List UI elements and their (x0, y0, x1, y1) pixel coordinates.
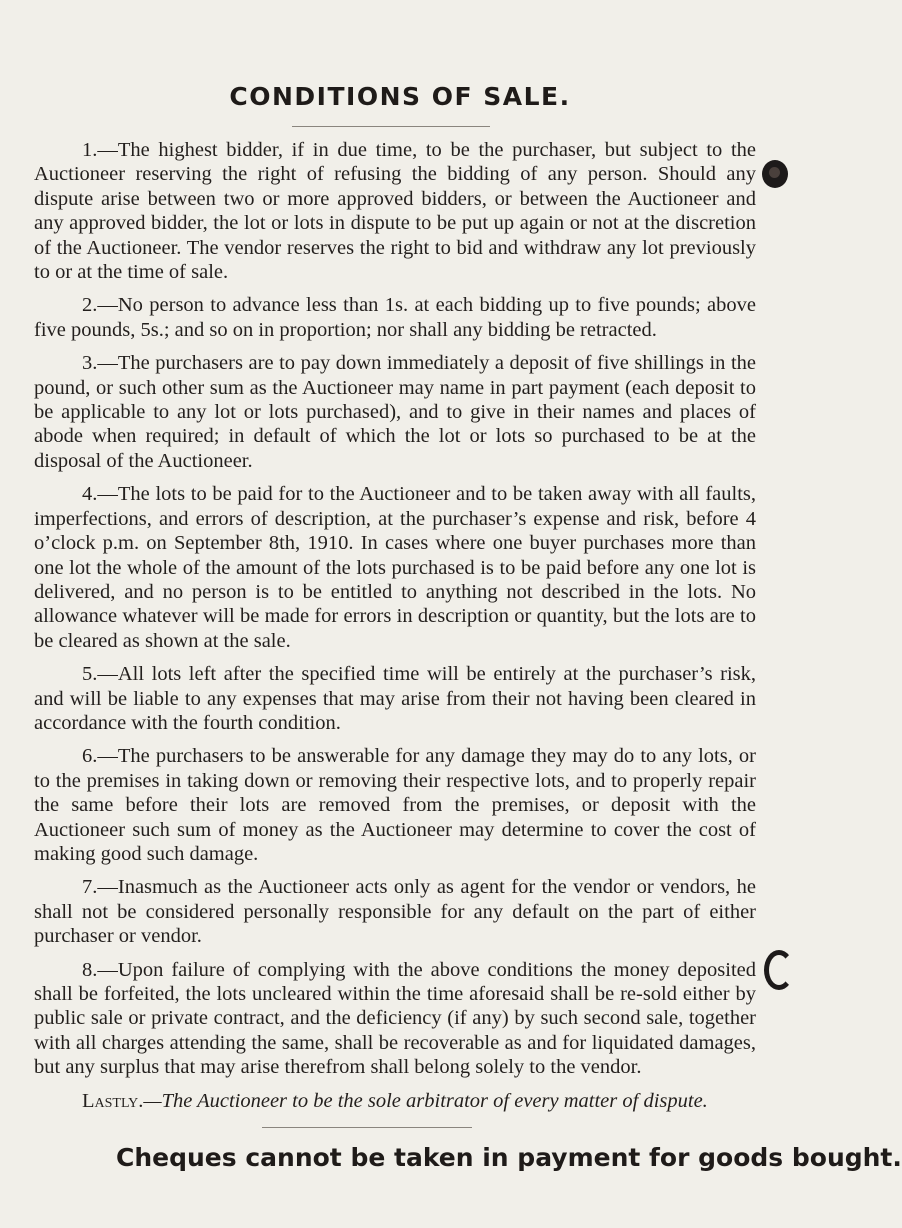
condition-number: 4. (82, 483, 98, 506)
condition-number: 3. (82, 352, 98, 375)
condition-text: —Upon failure of complying with the above conditions the money deposited shall be forfeited, the lots uncleared within the time aforesaid shall be re-sold either by public sale or private contract, and the deficiency (if any) by such second sale, together with all charges attending the same, shall be recoverable as and for liquidated damages, but any surplus that may arise therefrom shall belong solely to the vendor. (34, 958, 756, 1079)
condition-7 (34, 875, 756, 948)
title-underline (292, 126, 490, 127)
condition-5 (34, 662, 756, 735)
condition-number: 8. (82, 958, 98, 981)
condition-6 (34, 744, 756, 866)
footer-divider (262, 1127, 472, 1128)
condition-1 (34, 138, 756, 284)
condition-4 (34, 482, 756, 653)
conditions-list (34, 138, 756, 1113)
condition-text: —Inasmuch as the Auctioneer acts only as agent for the vendor or vendors, he shall not be considered personally responsible for any default on the part of either purchaser or vendor. (34, 876, 756, 948)
page-title: CONDITIONS OF SALE. (229, 82, 571, 111)
condition-number: 6. (82, 745, 98, 768)
condition-text: —The purchasers are to pay down immediately a deposit of five shillings in the pound, or such other sum as the Auctioneer may name in part payment (each deposit to be applicable to any lot or lots purchased), and to give in their names and places of abode when required; in default of which the lot or lots so purchased to be at the disposal of the Auctioneer. (34, 352, 756, 472)
condition-number: 5. (82, 663, 98, 686)
ink-smudge (764, 950, 794, 990)
condition-3 (34, 351, 756, 473)
condition-2 (34, 293, 756, 342)
lastly-label: Lastly. (82, 1089, 144, 1112)
payment-notice: Cheques cannot be taken in payment for goods bought. (116, 1143, 902, 1172)
ink-blot (762, 160, 788, 188)
condition-text: —All lots left after the specified time will be entirely at the purchaser’s risk, and will be liable to any expenses that may arise from their not having been cleared in accordance with the fourth condition. (34, 663, 756, 734)
condition-number: 2. (82, 294, 98, 317)
condition-8 (34, 958, 756, 1080)
lastly-text: —The Auctioneer to be the sole arbitrator of every matter of dispute. (143, 1089, 708, 1112)
condition-text: —No person to advance less than 1s. at each bidding up to five pounds; above five pounds, 5s.; and so on in proportion; nor shall any bidding be retracted. (34, 294, 756, 341)
condition-number: 7. (82, 876, 98, 899)
condition-number: 1. (82, 139, 98, 161)
condition-text: —The purchasers to be answerable for any damage they may do to any lots, or to the premises in taking down or removing their respective lots, and to properly repair the same before their lots are removed from the premises, or deposit with the Auctioneer such sum of money as the Auctioneer may determine to cover the cost of making good such damage. (34, 745, 756, 865)
condition-text: —The highest bidder, if in due time, to be the purchaser, but subject to the Auctioneer reserving the right of refusing the bidding of any person. Should any dispute arise between two or more approved bidders, or between the Auctioneer and any approved bidder, the lot or lots in dispute to be put up again or not at the discretion of the Auctioneer. The vendor reserves the right to bid and withdraw any lot previously to or at the time of sale. (34, 139, 756, 284)
lastly-clause (34, 1089, 756, 1113)
condition-text: —The lots to be paid for to the Auctioneer and to be taken away with all faults, imperfections, and errors of description, at the purchaser’s expense and risk, before 4 o’clock p.m. on September 8th, 1910. In cases where one buyer purchases more than one lot the whole of the amount of the lots purchased is to be paid before any one lot is delivered, and no person is to be entitled to anything not described in the lots. No allowance whatever will be made for errors in description or quantity, but the lots are to be cleared as shown at the sale. (34, 483, 756, 652)
